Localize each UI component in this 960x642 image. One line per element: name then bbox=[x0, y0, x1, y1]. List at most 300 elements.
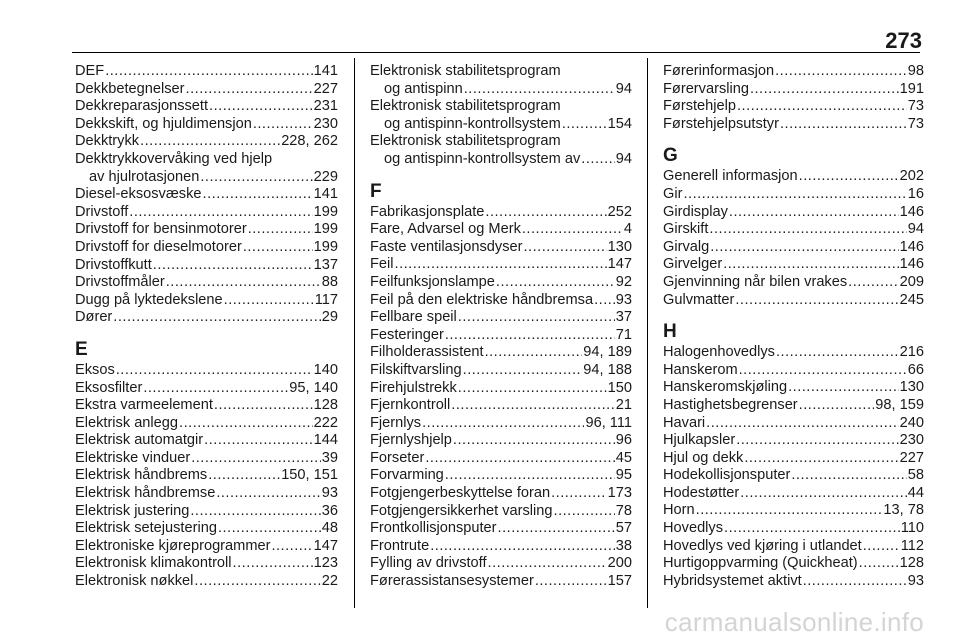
leader-dots bbox=[453, 432, 615, 450]
index-entry bbox=[75, 257, 338, 275]
index-entry-pages: 173 bbox=[607, 485, 632, 502]
index-entry-term: Elektroniske kjøreprogrammer bbox=[75, 537, 271, 554]
index-entry-pages: 45 bbox=[615, 449, 632, 466]
index-entry-term: Fabrikasjonsplate bbox=[370, 203, 485, 220]
index-entry-pages: 73 bbox=[907, 98, 924, 115]
index-entry-term: Hurtigoppvarming (Quickheat) bbox=[663, 555, 858, 572]
index-entry-term: Halogenhovedlys bbox=[663, 344, 775, 361]
leader-dots bbox=[248, 221, 313, 239]
section-letter: H bbox=[663, 321, 677, 343]
index-entry-pages: 229 bbox=[313, 168, 338, 185]
leader-dots bbox=[422, 415, 584, 433]
index-entry bbox=[663, 204, 924, 222]
leader-dots bbox=[776, 344, 899, 362]
index-entry bbox=[663, 292, 924, 310]
leader-dots bbox=[535, 573, 607, 591]
index-entry-pages: 93 bbox=[615, 291, 632, 308]
index-entry-term: Dekktrykk bbox=[75, 133, 140, 150]
index-entry-term: Girdisplay bbox=[663, 203, 728, 220]
leader-dots bbox=[496, 274, 615, 292]
index-entry-pages: 29 bbox=[321, 309, 338, 326]
index-entry bbox=[75, 186, 338, 204]
index-entry-term: Faste ventilasjonsdyser bbox=[370, 238, 523, 255]
index-entry-term: Elektriske vinduer bbox=[75, 449, 191, 466]
index-entry-pages: 22 bbox=[321, 573, 338, 590]
index-entry-pages: 231 bbox=[313, 98, 338, 115]
index-entry-term: Fjernkontroll bbox=[370, 397, 451, 414]
index-entry-pages: 144 bbox=[313, 432, 338, 449]
leader-dots bbox=[498, 520, 615, 538]
index-entry bbox=[75, 485, 338, 503]
leader-dots bbox=[105, 63, 312, 81]
index-entry-pages: 4 bbox=[623, 221, 632, 238]
index-entry bbox=[370, 503, 632, 521]
index-entry bbox=[663, 116, 924, 134]
index-entry-pages: 94 bbox=[907, 221, 924, 238]
index-entry-pages: 150, 151 bbox=[281, 467, 338, 484]
leader-dots bbox=[194, 573, 320, 591]
index-entry-pages: 94, 188 bbox=[583, 361, 632, 378]
index-entry-pages: 209 bbox=[899, 273, 924, 290]
index-entry bbox=[370, 538, 632, 556]
index-entry-pages: 240 bbox=[899, 414, 924, 431]
index-entry-term: Fjernlys bbox=[370, 414, 422, 431]
leader-dots bbox=[683, 186, 906, 204]
index-entry-subterm: og antispinn-kontrollsystem av bbox=[384, 150, 581, 167]
index-entry bbox=[75, 555, 338, 573]
leader-dots bbox=[179, 415, 313, 433]
index-entry-term: Feil på den elektriske håndbremsa bbox=[370, 291, 594, 308]
leader-dots bbox=[799, 168, 899, 186]
index-entry bbox=[663, 362, 924, 380]
index-entry-term: Elektrisk justering bbox=[75, 502, 190, 519]
index-entry bbox=[663, 485, 924, 503]
index-entry-pages: 16 bbox=[907, 185, 924, 202]
leader-dots bbox=[253, 116, 313, 134]
index-entry bbox=[370, 573, 632, 591]
index-entry-term: Hovedlys ved kjøring i utlandet bbox=[663, 537, 862, 554]
leader-dots bbox=[200, 169, 312, 187]
index-entry-term: Dugg på lyktedekslene bbox=[75, 291, 223, 308]
leader-dots bbox=[485, 344, 583, 362]
leader-dots bbox=[204, 432, 312, 450]
leader-dots bbox=[775, 63, 907, 81]
index-entry-pages: 222 bbox=[313, 414, 338, 431]
leader-dots bbox=[488, 555, 607, 573]
section-letter: G bbox=[663, 145, 678, 167]
index-entry bbox=[75, 81, 338, 99]
index-entry-pages: 252 bbox=[607, 203, 632, 220]
leader-dots bbox=[191, 450, 321, 468]
leader-dots bbox=[233, 555, 313, 573]
leader-dots bbox=[859, 555, 899, 573]
index-entry-pages: 245 bbox=[899, 291, 924, 308]
index-column-2 bbox=[370, 63, 632, 608]
index-entry-term: Dekkbetegnelser bbox=[75, 80, 185, 97]
index-entry-pages: 96, 111 bbox=[585, 414, 632, 431]
index-entry-term: Drivstoff for bensinmotorer bbox=[75, 221, 247, 238]
index-entry bbox=[663, 186, 924, 204]
column-divider-1 bbox=[354, 58, 355, 608]
leader-dots bbox=[430, 538, 615, 556]
index-entry-pages: 98, 159 bbox=[875, 396, 924, 413]
index-entry-term: Drivstoff for dieselmotorer bbox=[75, 238, 242, 255]
index-entry-pages: 58 bbox=[907, 467, 924, 484]
index-entry-term: Førstehjelp bbox=[663, 98, 736, 115]
leader-dots bbox=[209, 98, 313, 116]
index-entry bbox=[663, 379, 924, 397]
index-entry-term: Elektronisk nøkkel bbox=[75, 573, 194, 590]
index-entry-term: Elektrisk håndbrems bbox=[75, 467, 208, 484]
leader-dots bbox=[735, 292, 898, 310]
index-entry-term: Girvelger bbox=[663, 256, 723, 273]
leader-dots bbox=[485, 204, 606, 222]
index-entry-pages: 37 bbox=[615, 309, 632, 326]
index-entry-term: Fylling av drivstoff bbox=[370, 555, 487, 572]
leader-dots bbox=[803, 573, 907, 591]
leader-dots bbox=[744, 450, 898, 468]
leader-dots bbox=[190, 503, 320, 521]
leader-dots bbox=[218, 520, 321, 538]
index-entry bbox=[75, 221, 338, 239]
index-entry bbox=[663, 432, 924, 450]
leader-dots bbox=[395, 256, 607, 274]
index-entry bbox=[75, 274, 338, 292]
index-entry-pages: 128 bbox=[899, 555, 924, 572]
index-entry bbox=[75, 503, 338, 521]
index-entry-term: Filholderassistent bbox=[370, 344, 484, 361]
index-entry-pages: 88 bbox=[321, 274, 338, 291]
leader-dots bbox=[522, 221, 623, 239]
index-entry bbox=[370, 133, 632, 168]
index-entry-pages: 117 bbox=[314, 291, 338, 308]
index-entry-pages: 191 bbox=[899, 80, 924, 97]
index-entry-pages: 48 bbox=[321, 520, 338, 537]
index-entry bbox=[663, 520, 924, 538]
index-entry bbox=[75, 467, 338, 485]
index-entry-pages: 66 bbox=[907, 361, 924, 378]
index-entry-pages: 227 bbox=[899, 449, 924, 466]
leader-dots bbox=[740, 485, 907, 503]
index-entry-term: Førerassistansesystemer bbox=[370, 573, 534, 590]
index-entry bbox=[75, 362, 338, 380]
index-entry-pages: 141 bbox=[313, 63, 338, 79]
index-entry-pages: 228, 262 bbox=[281, 133, 338, 150]
leader-dots bbox=[186, 81, 313, 99]
leader-dots bbox=[129, 204, 312, 222]
index-entry-term: Drivstoffmåler bbox=[75, 274, 165, 291]
leader-dots bbox=[551, 485, 607, 503]
leader-dots bbox=[208, 467, 280, 485]
leader-dots bbox=[737, 98, 907, 116]
index-entry-term: Elektrisk setejustering bbox=[75, 520, 217, 537]
index-entry-term: Gulvmatter bbox=[663, 291, 735, 308]
leader-dots bbox=[739, 362, 907, 380]
index-entry-subterm: og antispinn-kontrollsystem bbox=[384, 115, 561, 132]
section-letter: E bbox=[75, 338, 88, 360]
leader-dots bbox=[425, 450, 614, 468]
index-entry-pages: 95 bbox=[615, 467, 632, 484]
index-entry-term: Elektronisk stabilitetsprogram bbox=[370, 98, 561, 115]
index-entry-term: Elektrisk anlegg bbox=[75, 414, 179, 431]
index-entry-pages: 21 bbox=[615, 397, 632, 414]
leader-dots bbox=[143, 380, 288, 398]
leader-dots bbox=[445, 467, 615, 485]
leader-dots bbox=[116, 362, 313, 380]
index-entry bbox=[370, 274, 632, 292]
index-entry bbox=[75, 520, 338, 538]
index-entry-pages: 93 bbox=[321, 485, 338, 502]
index-entry bbox=[663, 221, 924, 239]
index-entry-term: Hanskeromskjøling bbox=[663, 379, 788, 396]
index-entry-term: Girvalg bbox=[663, 238, 710, 255]
leader-dots bbox=[696, 502, 883, 520]
index-entry bbox=[370, 432, 632, 450]
index-entry-pages: 123 bbox=[313, 555, 338, 572]
index-entry bbox=[663, 274, 924, 292]
index-entry-term: Festeringer bbox=[370, 326, 444, 343]
index-entry-term: Førerinformasjon bbox=[663, 63, 775, 79]
header-rule bbox=[72, 52, 920, 53]
leader-dots bbox=[451, 397, 614, 415]
index-entry-pages: 230 bbox=[899, 432, 924, 449]
index-entry-term: Hodestøtter bbox=[663, 484, 740, 501]
index-entry-term: Hjul og dekk bbox=[663, 449, 744, 466]
index-entry-term: Generell informasjon bbox=[663, 168, 798, 185]
index-entry bbox=[663, 538, 924, 556]
leader-dots bbox=[750, 81, 899, 99]
index-entry-pages: 98 bbox=[907, 63, 924, 79]
index-entry bbox=[663, 502, 924, 520]
index-entry-term: Frontkollisjonsputer bbox=[370, 520, 497, 537]
index-entry-term: Elektronisk stabilitetsprogram bbox=[370, 133, 561, 150]
leader-dots bbox=[445, 327, 615, 345]
leader-dots bbox=[863, 538, 900, 556]
index-entry-term: Hjulkapsler bbox=[663, 432, 736, 449]
index-entry-pages: 78 bbox=[615, 502, 632, 519]
index-entry-pages: 146 bbox=[899, 203, 924, 220]
index-entry-pages: 94, 189 bbox=[583, 344, 632, 361]
index-column-1 bbox=[75, 63, 338, 608]
index-entry-pages: 154 bbox=[607, 115, 632, 132]
index-entry-pages: 146 bbox=[899, 238, 924, 255]
index-entry-term: Hovedlys bbox=[663, 520, 724, 537]
leader-dots bbox=[214, 397, 313, 415]
index-entry-term: Ekstra varmeelement bbox=[75, 397, 213, 414]
index-entry bbox=[663, 344, 924, 362]
leader-dots bbox=[463, 362, 583, 380]
index-entry-term: Hybridsystemet aktivt bbox=[663, 572, 802, 589]
index-entry-term: Fjernlyshjelp bbox=[370, 432, 452, 449]
leader-dots bbox=[113, 309, 320, 327]
index-entry-pages: 157 bbox=[607, 573, 632, 590]
leader-dots bbox=[166, 274, 321, 292]
index-entry-pages: 92 bbox=[615, 273, 632, 290]
leader-dots bbox=[581, 151, 614, 169]
index-entry bbox=[370, 221, 632, 239]
index-entry-pages: 137 bbox=[313, 256, 338, 273]
index-entry-term: Girskift bbox=[663, 221, 709, 238]
index-entry-term: Havari bbox=[663, 414, 706, 431]
leader-dots bbox=[706, 415, 898, 433]
index-entry bbox=[370, 63, 632, 98]
page-number: 273 bbox=[885, 28, 922, 53]
leader-dots bbox=[140, 133, 280, 151]
index-entry-subterm: og antispinn bbox=[384, 80, 463, 97]
index-entry bbox=[370, 520, 632, 538]
index-entry-term: Dekkskift, og hjuldimensjon bbox=[75, 115, 252, 132]
index-entry-pages: 227 bbox=[313, 80, 338, 97]
index-entry-pages: 112 bbox=[900, 537, 924, 554]
index-entry-pages: 71 bbox=[615, 326, 632, 343]
leader-dots bbox=[724, 520, 900, 538]
leader-dots bbox=[271, 538, 312, 556]
index-entry-term: Hodekollisjonsputer bbox=[663, 467, 791, 484]
index-entry-pages: 216 bbox=[899, 344, 924, 361]
index-entry bbox=[75, 432, 338, 450]
index-entry-pages: 141 bbox=[313, 186, 338, 203]
leader-dots bbox=[736, 432, 898, 450]
index-entry-pages: 200 bbox=[607, 555, 632, 572]
index-entry bbox=[75, 450, 338, 468]
index-entry-pages: 57 bbox=[615, 520, 632, 537]
index-entry bbox=[370, 555, 632, 573]
index-entry-pages: 150 bbox=[607, 379, 632, 396]
index-entry-term: Førstehjelpsutstyr bbox=[663, 115, 779, 132]
index-entry-pages: 44 bbox=[907, 484, 924, 501]
index-entry-term: Filskiftvarsling bbox=[370, 361, 462, 378]
index-entry bbox=[75, 380, 338, 398]
index-entry-pages: 39 bbox=[321, 449, 338, 466]
index-entry bbox=[75, 538, 338, 556]
leader-dots bbox=[458, 309, 615, 327]
index-entry-term: Hanskerom bbox=[663, 361, 738, 378]
leader-dots bbox=[788, 379, 899, 397]
index-entry bbox=[75, 397, 338, 415]
index-entry bbox=[75, 151, 338, 186]
index-entry bbox=[75, 133, 338, 151]
index-entry-term: Elektronisk stabilitetsprogram bbox=[370, 63, 561, 79]
index-entry-pages: 147 bbox=[313, 537, 338, 554]
leader-dots bbox=[524, 239, 607, 257]
index-entry bbox=[663, 450, 924, 468]
leader-dots bbox=[723, 256, 898, 274]
index-entry bbox=[370, 239, 632, 257]
index-entry-term: Hastighetsbegrenser bbox=[663, 396, 798, 413]
index-entry-pages: 199 bbox=[313, 203, 338, 220]
index-entry-pages: 110 bbox=[900, 520, 924, 537]
index-entry bbox=[370, 309, 632, 327]
index-entry-term: Eksosfilter bbox=[75, 379, 143, 396]
index-entry-term: Dører bbox=[75, 309, 113, 326]
index-entry-term: Førervarsling bbox=[663, 80, 749, 97]
index-entry-pages: 147 bbox=[607, 256, 632, 273]
leader-dots bbox=[594, 292, 615, 310]
leader-dots bbox=[554, 503, 615, 521]
index-entry-pages: 93 bbox=[907, 572, 924, 589]
leader-dots bbox=[780, 116, 907, 134]
index-entry-pages: 146 bbox=[899, 256, 924, 273]
leader-dots bbox=[153, 257, 313, 275]
index-entry-term: Diesel-eksosvæske bbox=[75, 186, 202, 203]
index-entry-term: Fotgjengersikkerhet varsling bbox=[370, 502, 553, 519]
index-entry-term: Firehjulstrekk bbox=[370, 379, 457, 396]
index-entry bbox=[370, 344, 632, 362]
index-entry-pages: 73 bbox=[907, 115, 924, 132]
leader-dots bbox=[243, 239, 313, 257]
index-entry bbox=[75, 573, 338, 591]
index-entry bbox=[370, 450, 632, 468]
index-entry-term: Feil bbox=[370, 256, 394, 273]
index-entry-term: Forvarming bbox=[370, 467, 444, 484]
index-entry bbox=[370, 467, 632, 485]
index-entry-term: Eksos bbox=[75, 361, 115, 378]
index-entry bbox=[370, 485, 632, 503]
index-entry-pages: 38 bbox=[615, 537, 632, 554]
index-entry bbox=[663, 63, 924, 81]
index-entry bbox=[75, 63, 338, 81]
index-entry bbox=[663, 239, 924, 257]
index-entry-term: Frontrute bbox=[370, 537, 430, 554]
index-entry-term: Feilfunksjonslampe bbox=[370, 273, 495, 290]
index-entry bbox=[75, 98, 338, 116]
index-entry bbox=[370, 327, 632, 345]
index-entry-pages: 140 bbox=[313, 361, 338, 378]
leader-dots bbox=[464, 81, 615, 99]
leader-dots bbox=[224, 292, 314, 310]
index-entry-pages: 94 bbox=[615, 150, 632, 167]
index-entry-term: DEF bbox=[75, 63, 105, 79]
index-entry-term: Elektronisk klimakontroll bbox=[75, 555, 232, 572]
index-entry-term: Horn bbox=[663, 502, 695, 519]
index-entry bbox=[370, 415, 632, 433]
leader-dots bbox=[458, 380, 607, 398]
index-entry bbox=[370, 362, 632, 380]
index-entry-pages: 36 bbox=[321, 502, 338, 519]
leader-dots bbox=[562, 116, 607, 134]
leader-dots bbox=[709, 221, 906, 239]
index-entry bbox=[370, 98, 632, 133]
index-entry-term: Elektrisk håndbremse bbox=[75, 485, 216, 502]
leader-dots bbox=[710, 239, 898, 257]
index-entry-pages: 199 bbox=[313, 238, 338, 255]
index-entry-pages: 128 bbox=[313, 397, 338, 414]
index-entry-pages: 13, 78 bbox=[883, 502, 924, 519]
index-entry bbox=[370, 397, 632, 415]
index-entry bbox=[370, 204, 632, 222]
index-entry-pages: 202 bbox=[899, 168, 924, 185]
index-entry-pages: 230 bbox=[313, 115, 338, 132]
index-entry bbox=[663, 467, 924, 485]
index-entry bbox=[75, 239, 338, 257]
index-entry bbox=[663, 555, 924, 573]
leader-dots bbox=[848, 274, 898, 292]
index-entry bbox=[663, 81, 924, 99]
index-entry-term: Elektrisk automatgir bbox=[75, 432, 204, 449]
index-entry-pages: 130 bbox=[899, 379, 924, 396]
index-entry-term: Gjenvinning når bilen vrakes bbox=[663, 273, 848, 290]
index-entry-pages: 96 bbox=[615, 432, 632, 449]
index-entry-term: Fare, Advarsel og Merk bbox=[370, 221, 521, 238]
leader-dots bbox=[729, 204, 899, 222]
index-entry-term: Gir bbox=[663, 185, 683, 202]
index-entry-pages: 95, 140 bbox=[289, 379, 338, 396]
index-entry-term: Drivstoffkutt bbox=[75, 256, 152, 273]
index-entry bbox=[663, 397, 924, 415]
index-entry bbox=[663, 168, 924, 186]
column-divider-2 bbox=[647, 58, 648, 608]
index-entry-term: Fellbare speil bbox=[370, 309, 457, 326]
